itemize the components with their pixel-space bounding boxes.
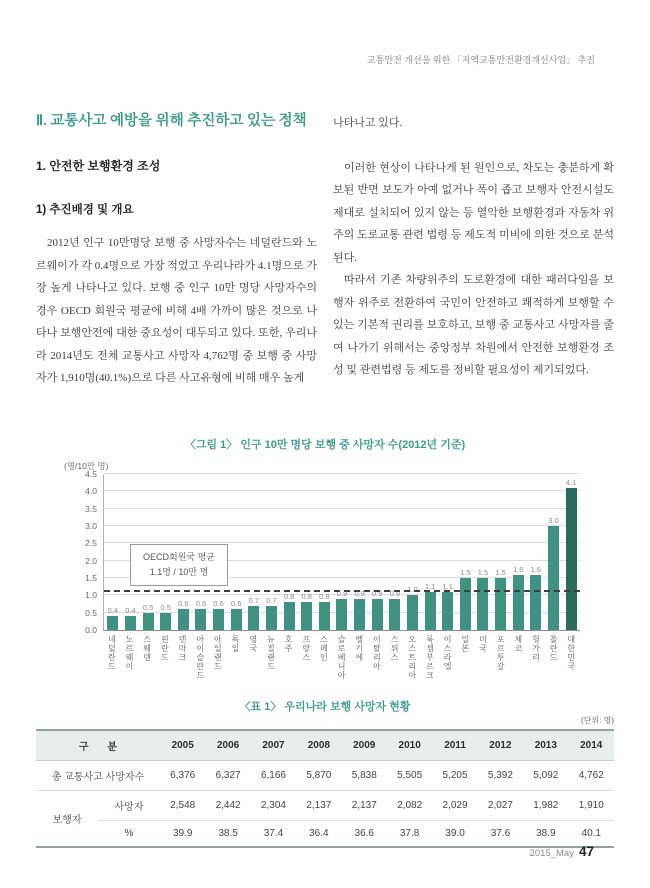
y-tick-label: 0.0	[85, 625, 97, 635]
bar-value-label: 0.6	[178, 599, 189, 609]
section-heading: 1. 안전한 보행환경 조성	[36, 159, 161, 173]
y-tick-label: 2.5	[85, 538, 97, 549]
bar	[248, 606, 259, 630]
chart-unit-label: (명/10만 명)	[64, 461, 109, 471]
x-category-text: 뉴질랜드	[266, 635, 276, 671]
x-category-text: 오스트리아	[407, 635, 417, 680]
cell-total: 6,166	[251, 761, 296, 791]
table-header-year: 2013	[523, 730, 568, 761]
table-header-year: 2009	[342, 730, 387, 761]
bar-value-label: 3.0	[548, 516, 559, 525]
bar-value-label: 0.5	[142, 602, 154, 612]
x-category-text: 헝가리	[531, 635, 541, 662]
bar-slot	[245, 475, 263, 630]
cell-percent: 39.9	[172, 828, 193, 839]
bar-value-label: 0.9	[389, 588, 401, 598]
x-category-label	[280, 631, 298, 703]
cell-deaths: 1,982	[523, 791, 568, 821]
cell-deaths: 1,910	[569, 791, 614, 821]
row-label-total: 총 교통사고 사망자수	[36, 761, 160, 791]
y-tick-label: 1.0	[85, 590, 97, 601]
bar	[425, 592, 436, 630]
x-category-text: 대한민국	[566, 635, 576, 671]
bar-value-label: 0.8	[319, 592, 330, 602]
x-category-text: 호주	[284, 635, 294, 653]
subsection-heading: 1) 추진배경 및 개요	[36, 204, 134, 216]
cell-total: 5,505	[387, 761, 432, 791]
x-category-label	[227, 631, 245, 703]
x-category-text: 일본	[460, 635, 470, 653]
paragraph-continued: 나타나고 있다.	[333, 117, 403, 129]
table-header-gubun: 구 분	[36, 730, 160, 761]
bar-slot	[104, 475, 122, 630]
bar-slot	[439, 475, 457, 630]
x-category-text: 영국	[248, 635, 258, 653]
y-tick-label: 4.0	[85, 486, 97, 497]
bar-slot	[527, 475, 545, 630]
page-number: 47	[578, 844, 594, 859]
oecd-average-line	[104, 590, 580, 592]
x-category-label	[456, 631, 474, 703]
bar-slot	[333, 475, 351, 630]
page-footer	[530, 844, 594, 859]
x-category-text: 이스라엘	[443, 635, 453, 671]
bar-value-label: 1.6	[512, 564, 524, 574]
x-category-text: 슬로베니아	[337, 635, 347, 680]
bar-value-label: 0.4	[107, 606, 119, 616]
figure-title: 〈그림 1〉 인구 10만 명당 보행 중 사망자 수(2012년 기준)	[184, 439, 466, 451]
cell-percent: 40.1	[581, 828, 601, 839]
bar-value-label: 1.6	[530, 564, 542, 574]
x-category-text: 네덜란드	[107, 635, 117, 671]
bar-slot	[474, 475, 492, 630]
bar-value-label: 0.6	[195, 599, 207, 609]
x-category-label	[562, 631, 580, 703]
legend-line-2: 1.1명 / 10만 명	[149, 567, 209, 577]
cell-total: 5,392	[478, 761, 523, 791]
chart-plot	[85, 469, 580, 635]
cell-percent: 38.5	[218, 828, 238, 839]
row-group-pedestrian: 보행자	[36, 791, 98, 848]
x-category-label	[545, 631, 563, 703]
bar-slot	[457, 475, 475, 630]
cell-percent: 38.9	[536, 828, 556, 839]
x-category-text: 독일	[231, 635, 241, 653]
gridline	[104, 473, 580, 474]
cell-percent: 39.0	[445, 828, 465, 839]
bar-slot	[562, 475, 580, 630]
bar-slot	[545, 475, 563, 630]
table-row-deaths	[36, 791, 614, 821]
bar	[566, 488, 577, 630]
x-category-label	[333, 631, 351, 703]
table-header-year: 2010	[387, 730, 432, 761]
cell-deaths: 2,082	[387, 791, 432, 821]
cell-total: 5,838	[342, 761, 387, 791]
x-category-label	[209, 631, 227, 703]
bar-value-label: 1.0	[407, 585, 418, 595]
bar	[160, 613, 171, 630]
x-category-label	[527, 631, 545, 703]
table-header-year: 2006	[205, 730, 250, 761]
bar-value-label: 1.1	[424, 581, 436, 591]
bar-value-label: 0.5	[160, 602, 171, 612]
bar-slot	[386, 475, 404, 630]
legend-line-1: OECD회원국 평균	[143, 552, 215, 562]
x-category-label	[191, 631, 209, 703]
bar-value-label: 0.4	[125, 606, 136, 616]
bar-slot	[404, 475, 422, 630]
bar-slot	[368, 475, 386, 630]
bar	[548, 526, 559, 630]
page-title: Ⅱ. 교통사고 예방을 위해 추진하고 있는 정책	[36, 113, 307, 129]
y-tick-label: 0.5	[85, 607, 97, 618]
x-category-label	[138, 631, 156, 703]
bar-value-label: 1.1	[442, 581, 453, 591]
bar	[284, 602, 295, 630]
table-header-year: 2008	[296, 730, 341, 761]
bar	[372, 599, 383, 630]
bar-value-label: 0.7	[266, 595, 277, 605]
cell-percent: 37.4	[263, 828, 284, 839]
table-1	[36, 698, 614, 848]
bar-slot	[263, 475, 281, 630]
bar	[460, 578, 471, 630]
cell-percent: 37.8	[399, 828, 420, 839]
bar	[213, 609, 224, 630]
bar-slot	[316, 475, 334, 630]
x-category-text: 노르웨이	[125, 635, 134, 671]
cell-percent: 36.4	[309, 828, 329, 839]
y-tick-label: 3.5	[85, 503, 97, 514]
table-header-row	[36, 730, 614, 761]
y-tick-label: 3.0	[85, 521, 97, 531]
x-category-label	[350, 631, 368, 703]
bar-value-label: 0.9	[354, 588, 365, 598]
x-category-text: 벨기에	[354, 635, 364, 662]
cell-total: 5,870	[296, 761, 341, 791]
x-category-label	[315, 631, 333, 703]
bar-value-label: 0.6	[213, 599, 224, 609]
article-right-column	[333, 112, 614, 434]
x-category-text: 이탈리아	[372, 635, 382, 671]
bar	[389, 599, 400, 630]
x-category-label	[492, 631, 510, 703]
paragraph-cause: 이러한 현상이 나타나게 된 원인으로, 차도는 충분하게 확보된 반면 보도가 아예 없거나 폭이 좁고 보행자 안전시설도 제대로 설치되어 있지 않는 등 열악한 보행환경과 자동차 위주의 도로교통 관련 법령 등 제도적 미비에 의한 것으로 분석된다.	[333, 161, 614, 264]
oecd-average-legend	[130, 544, 228, 586]
x-category-text: 포르투갈	[496, 635, 506, 671]
bar-slot	[298, 475, 316, 630]
bar	[125, 616, 136, 630]
paragraph-left: 2012년 인구 10만명당 보행 중 사망자수는 네덜란드와 노르웨이가 각 0.4명으로 가장 적었고 우리나라가 4.1명으로 가장 높게 나타나고 있다. 보행 중 인구 10만 명당 사망자수의 경우 OECD 회원국 평균에 비해 4배 가까이 많은 것으로 나타나 보행안전에 대한 중요성이 대두되고 있다. 또한, 우리나라 2014년도 전체 교통사고 사망자 4,762명 중 보행 중 사망자가 1,910명(40.1%)으로 다른 사고유형에 비해 매우 높게	[36, 237, 317, 384]
bar	[143, 613, 154, 630]
running-head: 교통안전 개선을 위한 「지역교통안전환경개선사업」 추진	[367, 55, 595, 65]
cell-total: 5,205	[432, 761, 477, 791]
x-category-text: 아이슬란드	[195, 635, 205, 680]
issue-label: 2015_May	[529, 848, 574, 859]
bar-slot	[421, 475, 439, 630]
table-row-total	[36, 761, 614, 791]
cell-deaths: 2,137	[296, 791, 341, 821]
x-category-text: 미국	[478, 635, 488, 653]
bar	[530, 575, 541, 630]
bar-slot	[509, 475, 527, 630]
table-header-year: 2011	[432, 730, 477, 761]
bar	[107, 616, 118, 630]
x-category-text: 스웨덴	[142, 635, 152, 662]
x-category-label	[439, 631, 457, 703]
x-category-label	[421, 631, 439, 703]
y-tick-label: 1.5	[85, 573, 97, 583]
x-category-text: 체코	[513, 635, 523, 653]
cell-deaths: 2,027	[478, 791, 523, 821]
bar-value-label: 1.5	[477, 568, 489, 577]
bar	[442, 592, 453, 630]
bar-slot	[351, 475, 369, 630]
x-category-label	[121, 631, 139, 703]
chart-xlabels	[103, 631, 580, 703]
cell-total: 6,376	[160, 761, 205, 791]
paragraph-policy: 따라서 기존 차량위주의 도로환경에 대한 패러다임을 보행자 위주로 전환하여 국민이 안전하고 쾌적하게 보행할 수 있는 기본적 권리를 보호하고, 보행 중 교통사고 사망자를 줄여 나가기 위해서는 중앙정부 차원에서 안전한 보행환경 조성 및 관련법령 등 제도를 정비할 필요성이 제기되었다.	[333, 274, 614, 376]
x-category-text: 덴마크	[178, 635, 188, 662]
x-category-text: 아일랜드	[213, 635, 223, 671]
x-category-label	[386, 631, 404, 703]
x-category-label	[262, 631, 280, 703]
row-label-deaths: 사망자	[98, 791, 160, 821]
cell-deaths: 2,137	[342, 791, 387, 821]
x-category-label	[174, 631, 192, 703]
bar	[319, 602, 330, 630]
bar-value-label: 1.5	[495, 568, 506, 577]
x-category-label	[368, 631, 386, 703]
x-category-label	[103, 631, 121, 703]
x-category-text: 프랑스	[301, 635, 311, 662]
bar	[495, 578, 506, 630]
x-category-label	[244, 631, 262, 703]
x-category-label	[403, 631, 421, 703]
bar	[354, 599, 365, 630]
bar	[178, 609, 189, 630]
x-category-text: 스위스	[390, 635, 400, 662]
bar	[336, 599, 347, 630]
x-category-text: 폴란드	[549, 635, 559, 662]
bar-value-label: 0.7	[248, 595, 260, 605]
table-row-percent	[36, 821, 614, 848]
x-category-text: 스페인	[319, 635, 329, 662]
table-header-year: 2012	[478, 730, 523, 761]
pedestrian-fatality-table	[36, 729, 614, 848]
bar	[231, 609, 242, 630]
x-category-label	[297, 631, 315, 703]
table-body	[36, 761, 614, 848]
x-category-text: 룩셈부르크	[425, 635, 435, 680]
bar-value-label: 0.8	[301, 592, 312, 602]
bar-slot	[280, 475, 298, 630]
cell-percent: 37.6	[490, 828, 511, 839]
x-category-label	[474, 631, 492, 703]
bar-slot	[227, 475, 245, 630]
article-body	[36, 112, 614, 434]
cell-deaths: 2,304	[251, 791, 296, 821]
cell-deaths: 2,548	[160, 791, 205, 821]
bar-value-label: 4.1	[565, 477, 577, 487]
row-label-percent: %	[124, 828, 134, 839]
table-header	[36, 730, 614, 761]
bar-slot	[492, 475, 510, 630]
bar	[513, 575, 524, 630]
y-tick-label: 2.0	[85, 555, 97, 566]
bar	[477, 578, 488, 630]
cell-deaths: 2,442	[205, 791, 250, 821]
x-category-label	[156, 631, 174, 703]
article-left-column	[36, 112, 317, 434]
x-category-text: 핀란드	[160, 635, 170, 662]
bar-value-label: 0.9	[371, 588, 383, 598]
cell-percent: 36.6	[354, 828, 374, 839]
bar-value-label: 0.8	[283, 592, 295, 602]
table-unit-note: (단위: 명)	[581, 716, 614, 725]
bar	[195, 609, 206, 630]
bar	[407, 595, 418, 630]
bar-value-label: 0.6	[230, 599, 242, 609]
table-title: 〈표 1〉 우리나라 보행 사망자 현황	[239, 701, 411, 713]
bar-value-label: 0.9	[336, 588, 348, 598]
bar	[266, 606, 277, 630]
cell-total: 6,327	[205, 761, 250, 791]
y-tick-label: 4.5	[85, 469, 97, 479]
figure-1	[36, 436, 614, 703]
table-header-year: 2005	[160, 730, 205, 761]
bar	[301, 602, 312, 630]
cell-total: 4,762	[569, 761, 614, 791]
bar-value-label: 1.5	[460, 568, 471, 577]
table-header-year: 2014	[569, 730, 614, 761]
cell-total: 5,092	[523, 761, 568, 791]
cell-deaths: 2,029	[432, 791, 477, 821]
x-category-label	[509, 631, 527, 703]
table-header-year: 2007	[251, 730, 296, 761]
